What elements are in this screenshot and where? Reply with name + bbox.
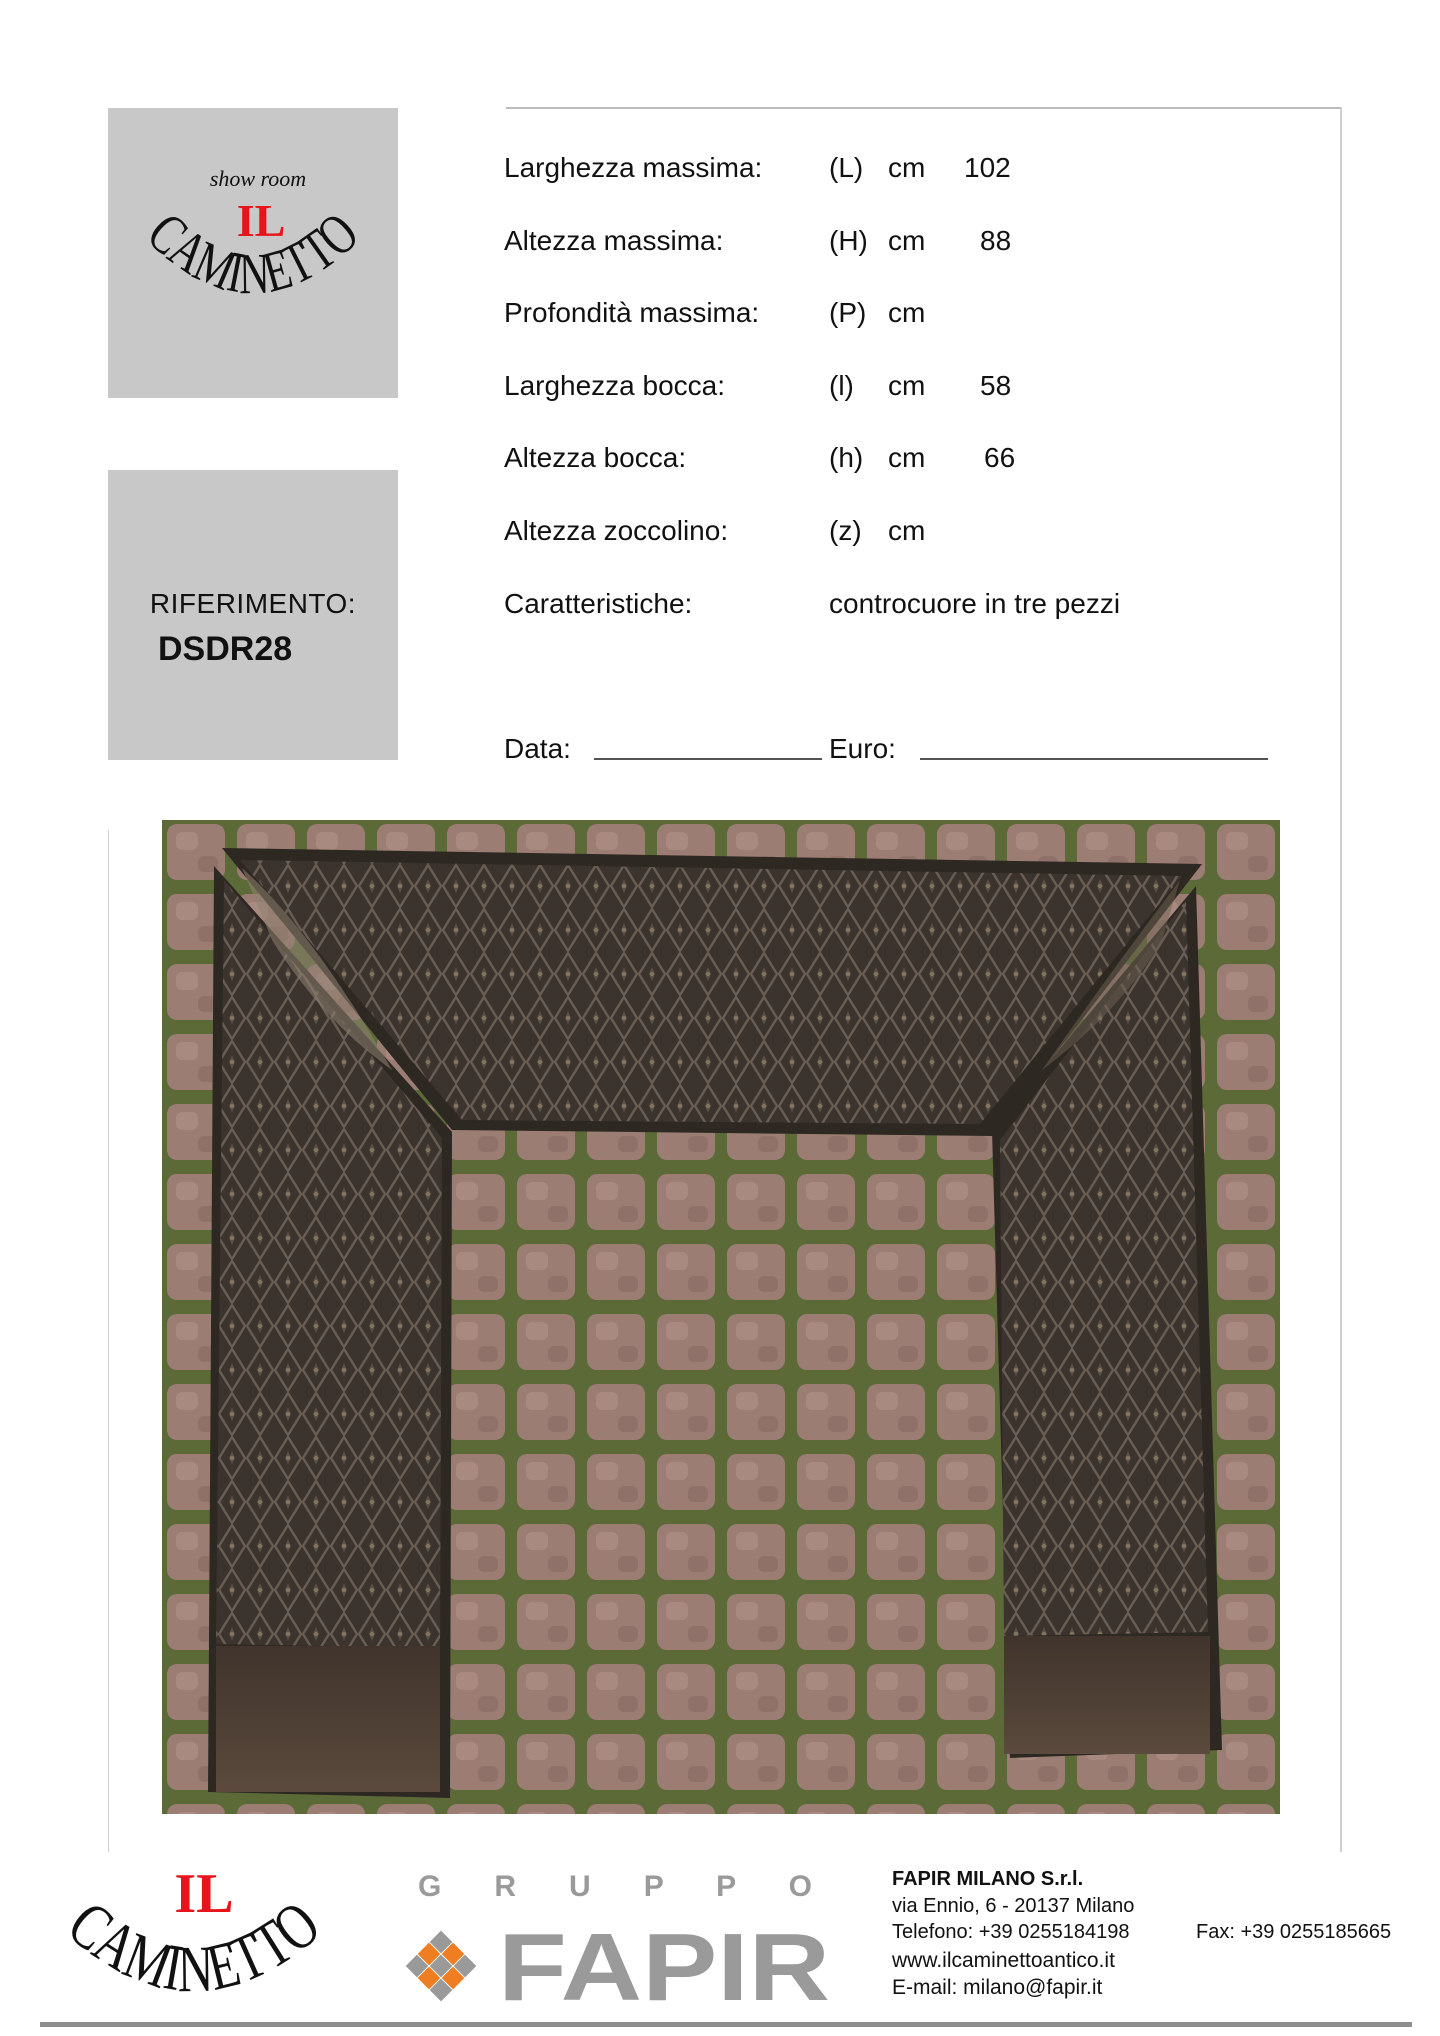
spec-unit: cm	[888, 152, 926, 183]
spec-unit: cm	[888, 225, 926, 256]
features-value: controcuore in tre pezzi	[829, 588, 1121, 619]
spec-value: 66	[984, 442, 1016, 473]
reference-box	[108, 470, 398, 760]
spec-label: Larghezza massima:	[504, 152, 763, 183]
spec-unit: cm	[888, 370, 926, 401]
footer-caminetto-logo	[34, 1852, 354, 2017]
company-phone: Telefono: +39 0255184198	[892, 1921, 1130, 1943]
frame-top-line	[506, 107, 1342, 109]
company-website[interactable]: www.ilcaminettoantico.it	[892, 1949, 1115, 1972]
features-label: Caratteristiche:	[504, 588, 693, 619]
price-field-line[interactable]	[920, 758, 1268, 760]
reference-code: DSDR28	[158, 630, 293, 668]
frame-right-line	[1340, 107, 1342, 1852]
spec-label: Profondità massima:	[504, 297, 760, 328]
spec-label: Altezza bocca:	[504, 442, 687, 473]
logo-tagline: show room	[209, 166, 307, 191]
spec-symbol: (h)	[829, 442, 864, 473]
fapir-logo-graphic	[386, 1862, 846, 2012]
spec-symbol: (l)	[829, 370, 854, 401]
product-photo	[162, 820, 1280, 1814]
price-label: Euro:	[829, 733, 896, 764]
spec-symbol: (z)	[829, 515, 862, 546]
right-panel-base	[1004, 1636, 1210, 1754]
caminetto-logo-graphic	[108, 108, 398, 398]
company-name: FAPIR MILANO S.r.l.	[892, 1868, 1084, 1890]
company-fax: Fax: +39 0255185665	[1196, 1921, 1392, 1943]
logo-il: IL	[236, 195, 286, 246]
company-email[interactable]: E-mail: milano@fapir.it	[892, 1976, 1103, 1999]
footer-logo-il: IL	[174, 1863, 234, 1925]
spec-symbol: (P)	[829, 297, 867, 328]
spec-symbol: (H)	[829, 225, 868, 256]
spec-unit: cm	[888, 297, 926, 328]
bottom-rule	[40, 2022, 1412, 2027]
showroom-logo	[108, 108, 398, 398]
company-address: via Ennio, 6 - 20137 Milano	[892, 1895, 1135, 1917]
spec-value: 102	[964, 152, 1011, 183]
gruppo-word: G R U P P O	[418, 1870, 812, 1903]
gruppo-fapir-logo	[386, 1862, 846, 2012]
left-panel-base	[216, 1646, 440, 1792]
spec-unit: cm	[888, 442, 926, 473]
fapir-diamond-icon	[406, 1931, 477, 2002]
logo-caminetto-arc: CAMINETTO	[135, 192, 379, 309]
footer-logo-graphic	[34, 1852, 354, 2017]
footer-logo-caminetto-arc: CAMINETTO	[54, 1879, 343, 2008]
reference-label: RIFERIMENTO:	[149, 588, 357, 619]
spec-symbol: (L)	[829, 152, 864, 183]
fireback-photo-graphic	[162, 820, 1280, 1814]
date-field-line[interactable]	[594, 758, 822, 760]
date-label: Data:	[504, 733, 571, 764]
spec-label: Altezza massima:	[504, 225, 724, 256]
spec-label: Altezza zoccolino:	[504, 515, 729, 546]
fapir-brand-word: FAPIR	[498, 1914, 830, 2012]
spec-value: 58	[980, 370, 1012, 401]
spec-label: Larghezza bocca:	[504, 370, 726, 401]
spec-value: 88	[980, 225, 1012, 256]
spec-unit: cm	[888, 515, 926, 546]
frame-left-line	[108, 830, 109, 1852]
